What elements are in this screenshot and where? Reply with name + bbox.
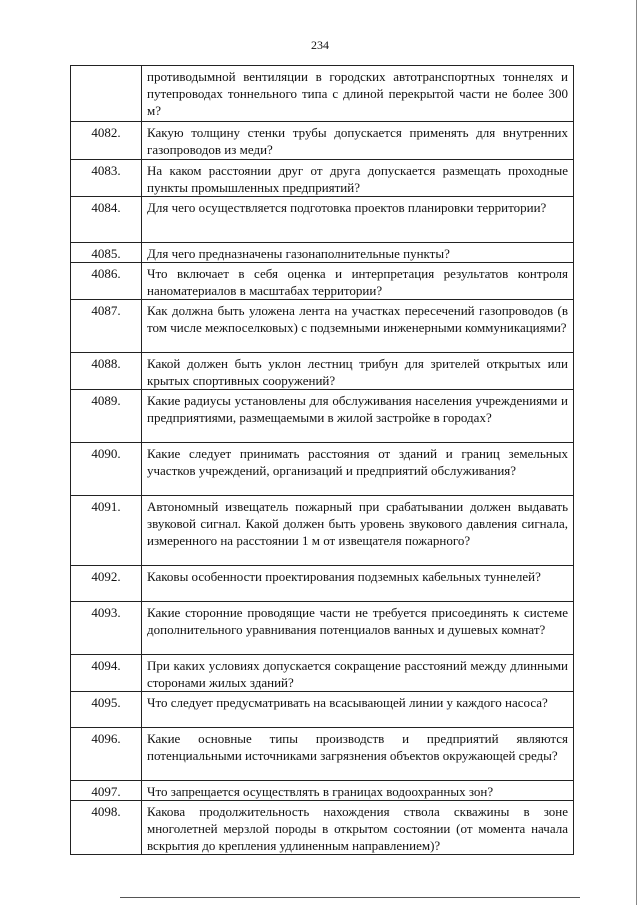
question-number: 4092. [71,566,142,602]
question-text: При каких условиях допускается сокращение расстояний между длинными сторонами жилых зданий? [142,655,574,692]
table-row [71,300,574,353]
question-number: 4097. [71,781,142,801]
question-number: 4084. [71,197,142,243]
table-row [71,496,574,566]
scan-edge-line [636,0,637,905]
question-number: 4087. [71,300,142,353]
table-row [71,122,574,160]
question-number: 4083. [71,160,142,197]
table-row [71,243,574,263]
question-text: Какова продолжительность нахождения ствола скважины в зоне многолетней мерзлой породы в открытом состоянии (от момента начала вскрытия до крепления удлиненным направлением)? [142,801,574,855]
question-number: 4095. [71,692,142,728]
table-row [71,353,574,390]
question-number: 4096. [71,728,142,781]
question-number: 4088. [71,353,142,390]
question-number [71,66,142,122]
question-text: Что запрещается осуществлять в границах водоохранных зон? [142,781,574,801]
table-row [71,602,574,655]
table-row [71,263,574,300]
question-number: 4089. [71,390,142,443]
question-text: Что включает в себя оценка и интерпретация результатов контроля наноматериалов в масштабах территории? [142,263,574,300]
question-number: 4085. [71,243,142,263]
question-number: 4086. [71,263,142,300]
question-text: Какой должен быть уклон лестниц трибун для зрителей открытых или крытых спортивных сооружений? [142,353,574,390]
table-row [71,443,574,496]
scan-edge-line [120,897,580,898]
question-text: Какие сторонние проводящие части не требуется присоединять к системе дополнительного уравнивания потенциалов ванных и душевых комнат? [142,602,574,655]
table-row [71,66,574,122]
questions-table [70,65,574,855]
table-row [71,390,574,443]
question-text: Автономный извещатель пожарный при срабатывании должен выдавать звуковой сигнал. Какой должен быть уровень звукового давления сигнала, измеренного на расстоянии 1 м от извещателя пожарного? [142,496,574,566]
table-row [71,728,574,781]
table-row [71,566,574,602]
question-text: противодымной вентиляции в городских автотранспортных тоннелях и путепроводах тоннельного типа с длиной перекрытой части не более 300 м? [142,66,574,122]
table-row [71,801,574,855]
question-number: 4093. [71,602,142,655]
question-text: Для чего осуществляется подготовка проектов планировки территории? [142,197,574,243]
question-number: 4090. [71,443,142,496]
question-text: Какую толщину стенки трубы допускается применять для внутренних газопроводов из меди? [142,122,574,160]
question-number: 4082. [71,122,142,160]
table-row [71,160,574,197]
page-number: 234 [311,38,329,52]
question-text: Каковы особенности проектирования подземных кабельных туннелей? [142,566,574,602]
question-text: На каком расстоянии друг от друга допускается размещать проходные пункты промышленных предприятий? [142,160,574,197]
table-row [71,197,574,243]
question-text: Как должна быть уложена лента на участках пересечений газопроводов (в том числе межпоселковых) с подземными инженерными коммуникациями? [142,300,574,353]
question-text: Какие основные типы производств и предприятий являются потенциальными источниками загрязнения объектов окружающей среды? [142,728,574,781]
question-text: Что следует предусматривать на всасывающей линии у каждого насоса? [142,692,574,728]
table-row [71,655,574,692]
question-text: Какие следует принимать расстояния от зданий и границ земельных участков учреждений, организаций и предприятий обслуживания? [142,443,574,496]
table-row [71,781,574,801]
question-text: Для чего предназначены газонаполнительные пункты? [142,243,574,263]
question-text: Какие радиусы установлены для обслуживания населения учреждениями и предприятиями, размещаемыми в жилой застройке в городах? [142,390,574,443]
question-number: 4098. [71,801,142,855]
table-row [71,692,574,728]
question-number: 4094. [71,655,142,692]
question-number: 4091. [71,496,142,566]
